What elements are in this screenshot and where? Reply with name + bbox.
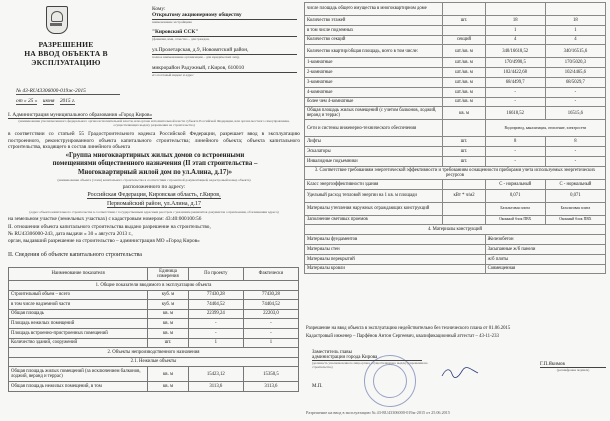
object-title bbox=[20, 152, 290, 177]
table-row bbox=[305, 215, 606, 225]
cell-unit: кв. м bbox=[148, 328, 189, 338]
table-row bbox=[305, 45, 606, 58]
cell-project: - bbox=[485, 97, 545, 107]
cell-name: Материалы утепления наружных ограждающих конструкций bbox=[305, 202, 443, 215]
title-line: ЭКСПЛУАТАЦИЮ bbox=[31, 58, 101, 67]
cell-actual: - bbox=[545, 87, 605, 97]
cell-name: Строительный объем – всего bbox=[9, 290, 148, 300]
cell-project: - bbox=[188, 319, 243, 329]
cell-unit: шт./кв. м bbox=[443, 87, 485, 97]
table-row bbox=[305, 254, 606, 264]
cell-unit: шт. bbox=[443, 156, 485, 166]
cell-unit: шт. bbox=[443, 137, 485, 147]
cell-unit: шт. bbox=[443, 16, 485, 26]
cell-name: Удельный расход тепловой энергии на 1 кв. м площади bbox=[305, 189, 443, 202]
company-name: "Кировский ССК" bbox=[152, 29, 297, 37]
cell-actual: 8 bbox=[545, 137, 605, 147]
cell-unit: шт./кв. м bbox=[443, 77, 485, 87]
cell-actual: 0,071 bbox=[545, 189, 605, 202]
section-4-title: 4. Материалы конструкций bbox=[305, 225, 606, 235]
cell-project: 1 bbox=[485, 25, 545, 35]
cell-project bbox=[485, 3, 545, 16]
cell-name: Материалы перекрытий bbox=[305, 254, 486, 264]
cell-name: Общая площадь нежилых помещений, в том bbox=[9, 382, 148, 392]
cell-project: 3113,6 bbox=[188, 382, 243, 392]
cell-name: 4-комнатные bbox=[305, 87, 443, 97]
cell-actual: 77430,28 bbox=[243, 290, 298, 300]
cell-actual: - bbox=[243, 328, 298, 338]
cell-name: Общая площадь жилых помещений (с учетом балконов, лоджий, веранд и террас) bbox=[305, 107, 443, 120]
table-row bbox=[305, 16, 606, 26]
table-row bbox=[305, 107, 606, 120]
item-1-text: I. Администрация муниципального образования «Город Киров» bbox=[8, 112, 153, 118]
section-2-title: 2. Объекты непроизводственного назначения bbox=[9, 348, 299, 358]
cell-name: Количество этажей bbox=[305, 16, 443, 26]
permit-date-day: от « 25 » bbox=[16, 98, 38, 104]
cadastral-engineer-note: Кадастровый инженер – Парфёнов Антон Сергеевич, квалификационный аттестат – 43-11-233 bbox=[306, 334, 499, 339]
addressee-block bbox=[152, 6, 297, 77]
cell-project: 77430,28 bbox=[188, 290, 243, 300]
object-address-1 bbox=[8, 192, 300, 198]
cell-project: 0,071 bbox=[485, 189, 545, 202]
section-3-title: 3. Соответствие требованиям энергетической эффективности и требованиям оснащенности приборами учета используемых энергетических ресурсов bbox=[305, 166, 606, 179]
table-row bbox=[305, 87, 606, 97]
table-row bbox=[9, 382, 299, 392]
table-row bbox=[305, 97, 606, 107]
cell-actual: С - нормальный bbox=[545, 179, 605, 189]
cell-name: Класс энергоэффективности здания bbox=[305, 179, 443, 189]
address-line-2: микрорайон Радужный, г.Киров, 610010 bbox=[152, 65, 297, 73]
cell-actual: - bbox=[243, 319, 298, 329]
title-line: НА ВВОД ОБЪЕКТА В bbox=[24, 49, 108, 58]
cell-actual: - bbox=[545, 97, 605, 107]
cell-unit: шт./кв. м bbox=[443, 97, 485, 107]
cell-name: 1-комнатные bbox=[305, 58, 443, 68]
object-title-line: «Группа многоквартирных жилых домов со встроенными bbox=[65, 152, 245, 159]
cell-actual: 74404,52 bbox=[243, 300, 298, 310]
cell-actual: 102/4465,6 bbox=[545, 68, 605, 78]
stamp-place-label: М.П. bbox=[312, 384, 323, 389]
table-row bbox=[305, 202, 606, 215]
cell-name: Площадь встроенно-пристроенных помещений bbox=[9, 328, 148, 338]
cell-project: 4 bbox=[485, 35, 545, 45]
cell-actual: Базальтовая плита bbox=[545, 202, 605, 215]
object-title-line: помещениями общественного назначения (II этап строительства – bbox=[52, 160, 258, 168]
cell-unit: куб. м bbox=[148, 290, 189, 300]
section-row bbox=[9, 357, 299, 367]
cell-name: в том числе подземных bbox=[305, 25, 443, 35]
cell-value: ж/б плиты bbox=[485, 254, 605, 264]
recipient: Открытому акционерному обществу bbox=[152, 12, 297, 20]
cell-actual: 340/16515,6 bbox=[545, 45, 605, 58]
cell-name: Количество зданий, сооружений bbox=[9, 338, 148, 348]
cell-actual: 22203,0 bbox=[243, 309, 298, 319]
cell-unit: кв. м bbox=[148, 319, 189, 329]
cell-actual: 18 bbox=[545, 16, 605, 26]
cell-project: 18 bbox=[485, 16, 545, 26]
cell-project: 74404,52 bbox=[188, 300, 243, 310]
object-hint: (наименование объекта (этапа) капитального строительства в соответствии с проектной документацией, кадастровый номер объекта) bbox=[57, 178, 251, 182]
permit-date-month: июня bbox=[42, 98, 55, 104]
cell-name: Общая площадь жилых помещений (за исключением балконов, лоджий, веранд и террас) bbox=[9, 367, 148, 382]
table-row bbox=[9, 290, 299, 300]
permit-line: II. отношении объекта капитального строительства выдано разрешение на строительство, bbox=[8, 224, 211, 230]
section-row bbox=[305, 225, 606, 235]
cell-actual: 68/5029,7 bbox=[545, 77, 605, 87]
table-row bbox=[305, 68, 606, 78]
cell-unit: кв. м bbox=[148, 382, 189, 392]
address-line-2-hint: его почтовый индекс и адрес bbox=[152, 73, 194, 77]
cell-name: Количество квартир/общая площадь, всего в том числе: bbox=[305, 45, 443, 58]
table-row bbox=[305, 25, 606, 35]
paragraph-1: в соответствии со статьей 55 Градостроительного кодекса Российской Федерации, разрешает ввод в эксплуатацию построенного, реконструированного объекта капитального строительства; линейного объекта; объекта капитального строительства, входящего в состав линейного объекта bbox=[8, 131, 300, 151]
cell-unit bbox=[443, 215, 485, 225]
cell-unit bbox=[443, 120, 485, 137]
cell-actual: Оконный блок ПВХ bbox=[545, 215, 605, 225]
table-row bbox=[305, 156, 606, 166]
object-address-1-text: Российская Федерация, Кировская область, г.Киров, bbox=[87, 192, 221, 198]
company-hint: (фамилия, имя, отчество – для граждан, bbox=[152, 37, 210, 41]
table-row bbox=[305, 120, 606, 137]
signer-hint: (должность уполномоченного лица органа, осуществляющего выдачу разрешения на строительство) bbox=[312, 361, 428, 369]
cell-value: Железобетон bbox=[485, 235, 605, 245]
to-label: Кому: bbox=[152, 6, 166, 12]
section-2-heading: II. Сведения об объекте капитального строительства bbox=[8, 252, 142, 258]
table-row bbox=[305, 264, 606, 274]
permit-number: № 43-RU43306000-019ж-2015 bbox=[16, 88, 120, 95]
section-1-title: 1. Общие показатели вводимого в эксплуатацию объекта bbox=[9, 281, 299, 291]
object-title-line: Многоквартирный жилой дом по ул.Алина, д.17)» bbox=[77, 168, 232, 176]
signer-title-1: Заместитель главы bbox=[312, 350, 352, 355]
cell-unit bbox=[443, 179, 485, 189]
cell-name: Площадь нежилых помещений bbox=[9, 319, 148, 329]
signer-name: Г.П.Якимов bbox=[540, 362, 606, 368]
object-address-2 bbox=[8, 201, 300, 207]
cell-unit: кв. м bbox=[443, 107, 485, 120]
table-header-row bbox=[9, 268, 299, 281]
cell-name: Материалы кровли bbox=[305, 264, 486, 274]
cell-project: Оконный блок ПВХ bbox=[485, 215, 545, 225]
cell-unit: секций bbox=[443, 35, 485, 45]
permit-date bbox=[16, 98, 120, 104]
left-page bbox=[0, 0, 302, 421]
signer-title-2: администрации города Кирова bbox=[312, 355, 422, 361]
object-info-table-right bbox=[304, 2, 606, 274]
cell-name: Заполнение световых проемов bbox=[305, 215, 443, 225]
col-header-project: По проекту bbox=[188, 268, 243, 281]
cell-project: 68/4499,7 bbox=[485, 77, 545, 87]
cell-project: 15423,12 bbox=[188, 367, 243, 382]
cell-name: Материалы стен bbox=[305, 244, 486, 254]
cell-unit bbox=[443, 25, 485, 35]
cell-project: - bbox=[485, 87, 545, 97]
cell-unit: куб. м bbox=[148, 300, 189, 310]
table-row bbox=[9, 319, 299, 329]
cell-project: - bbox=[485, 147, 545, 157]
cell-project: 22399,24 bbox=[188, 309, 243, 319]
table-row bbox=[305, 35, 606, 45]
cell-unit bbox=[443, 3, 485, 16]
permit-date-year: 2015 г. bbox=[59, 98, 76, 104]
cell-project: - bbox=[188, 328, 243, 338]
cell-actual: 16515,6 bbox=[545, 107, 605, 120]
cell-name: Материалы фундаментов bbox=[305, 235, 486, 245]
table-row bbox=[305, 147, 606, 157]
cell-unit: шт./кв. м bbox=[443, 45, 485, 58]
technical-plan-note: Разрешение на ввод объекта в эксплуатацию недействительно без технического плана от 01.06.2015 bbox=[306, 326, 511, 331]
cell-actual: 15350,5 bbox=[243, 367, 298, 382]
cell-actual: 4 bbox=[545, 35, 605, 45]
cell-unit: кв. м bbox=[148, 367, 189, 382]
table-row bbox=[305, 3, 606, 16]
item-1-hint: (наименование уполномоченного федерального органа исполнительной власти, или органа исполнительной власти субъекта Российской Федерации, или органа местного самоуправления, осуществляющих выдачу разрешения на строительство) bbox=[18, 119, 290, 127]
cell-project: 340/16618,52 bbox=[485, 45, 545, 58]
item-1 bbox=[8, 112, 300, 119]
col-header-unit: Единица измерения bbox=[148, 268, 189, 281]
col-header-actual: Фактически bbox=[243, 268, 298, 281]
table-row bbox=[305, 244, 606, 254]
cell-unit: шт./кв. м bbox=[443, 58, 485, 68]
cell-project: С - нормальный bbox=[485, 179, 545, 189]
cell-name: Эскалаторы bbox=[305, 147, 443, 157]
cell-project: Базальтовая плита bbox=[485, 202, 545, 215]
right-page bbox=[304, 0, 608, 421]
cell-name: Лифты bbox=[305, 137, 443, 147]
table-row bbox=[305, 137, 606, 147]
cell-unit: кВт * ч/м2 bbox=[443, 189, 485, 202]
section-row bbox=[305, 166, 606, 179]
object-address-hint: (адрес объекта капитального строительства в соответствии с государственным адресным реестром с указанием реквизитов документов о присвоении, об изменении адреса) bbox=[29, 210, 279, 214]
cell-project: 170/4990,5 bbox=[485, 58, 545, 68]
cell-name: Количество секций bbox=[305, 35, 443, 45]
signature-icon bbox=[440, 366, 480, 380]
address-line-1-hint: полное наименование организации – для юридических лиц), bbox=[152, 55, 240, 59]
signer-name-hint: (расшифровка подписи) bbox=[556, 368, 590, 372]
cell-name: более чем 4-комнатные bbox=[305, 97, 443, 107]
cell-actual: - bbox=[545, 147, 605, 157]
section-row bbox=[9, 348, 299, 358]
cell-project: 8 bbox=[485, 137, 545, 147]
table-row bbox=[305, 189, 606, 202]
cadastral-line: на земельном участке (земельных участках) с кадастровым номером: 43:40:000100:56 bbox=[8, 216, 202, 222]
cell-actual: 1 bbox=[545, 25, 605, 35]
cell-actual bbox=[545, 3, 605, 16]
cell-actual: 1 bbox=[243, 338, 298, 348]
cell-actual: 170/5020,3 bbox=[545, 58, 605, 68]
document-footer: Разрешение на ввод в эксплуатацию № 43-RU43306000-019ж-2015 от 25.06.2015 bbox=[306, 410, 450, 415]
signer-name-block bbox=[540, 362, 606, 372]
cell-value: Засыпанные ж/б панели bbox=[485, 244, 605, 254]
cell-name: 2-комнатные bbox=[305, 68, 443, 78]
cell-project: - bbox=[485, 156, 545, 166]
located-at: расположенного по адресу: bbox=[122, 184, 186, 190]
cell-unit: шт. bbox=[443, 147, 485, 157]
document-title bbox=[10, 40, 122, 67]
cell-name: числе площадь общего имущества в многоквартирном доме bbox=[305, 3, 443, 16]
cell-project: 102/4422,68 bbox=[485, 68, 545, 78]
table-row bbox=[305, 58, 606, 68]
cell-project: 16618,52 bbox=[485, 107, 545, 120]
cell-value: Совмещенная bbox=[485, 264, 605, 274]
recipient-hint: наименование застройщика bbox=[152, 20, 192, 24]
cell-project: Водопровод, канализация, отопление, электросети bbox=[485, 120, 605, 137]
cell-actual: 3113,6 bbox=[243, 382, 298, 392]
object-address-2-text: Первомайский район, ул.Алина, д.17 bbox=[106, 201, 202, 207]
cell-name: Сети и системы инженерно-технического обеспечения bbox=[305, 120, 443, 137]
cell-unit bbox=[443, 202, 485, 215]
address-line-1: ул.Пролетарская, д.9, Нововятский район, bbox=[152, 47, 297, 55]
cell-name: в том числе надземной части bbox=[9, 300, 148, 310]
cell-name: Общая площадь bbox=[9, 309, 148, 319]
section-row bbox=[9, 281, 299, 291]
coat-of-arms-icon bbox=[46, 6, 68, 34]
cell-project: 1 bbox=[188, 338, 243, 348]
table-row bbox=[9, 300, 299, 310]
col-header-name: Наименование показателя bbox=[9, 268, 148, 281]
cell-unit: кв. м bbox=[148, 309, 189, 319]
permit-number-line: № RU43306000-243, дата выдачи « 30 » августа 2013 г., bbox=[8, 231, 133, 237]
table-row bbox=[9, 338, 299, 348]
object-info-table-left bbox=[8, 267, 299, 392]
table-row bbox=[305, 77, 606, 87]
title-line: РАЗРЕШЕНИЕ bbox=[38, 40, 94, 49]
cell-name: 3-комнатные bbox=[305, 77, 443, 87]
cell-name: Инвалидные подъемники bbox=[305, 156, 443, 166]
issuer-line: орган, выдавший разрешение на строительство – администрация МО «Город Киров» bbox=[8, 238, 200, 244]
table-row bbox=[305, 235, 606, 245]
table-row bbox=[9, 328, 299, 338]
cell-actual: - bbox=[545, 156, 605, 166]
cell-unit: шт./кв. м bbox=[443, 68, 485, 78]
section-2-1-title: 2.1. Нежилые объекты bbox=[9, 357, 299, 367]
cell-unit: шт. bbox=[148, 338, 189, 348]
table-row bbox=[9, 309, 299, 319]
table-row bbox=[305, 179, 606, 189]
table-row bbox=[9, 367, 299, 382]
